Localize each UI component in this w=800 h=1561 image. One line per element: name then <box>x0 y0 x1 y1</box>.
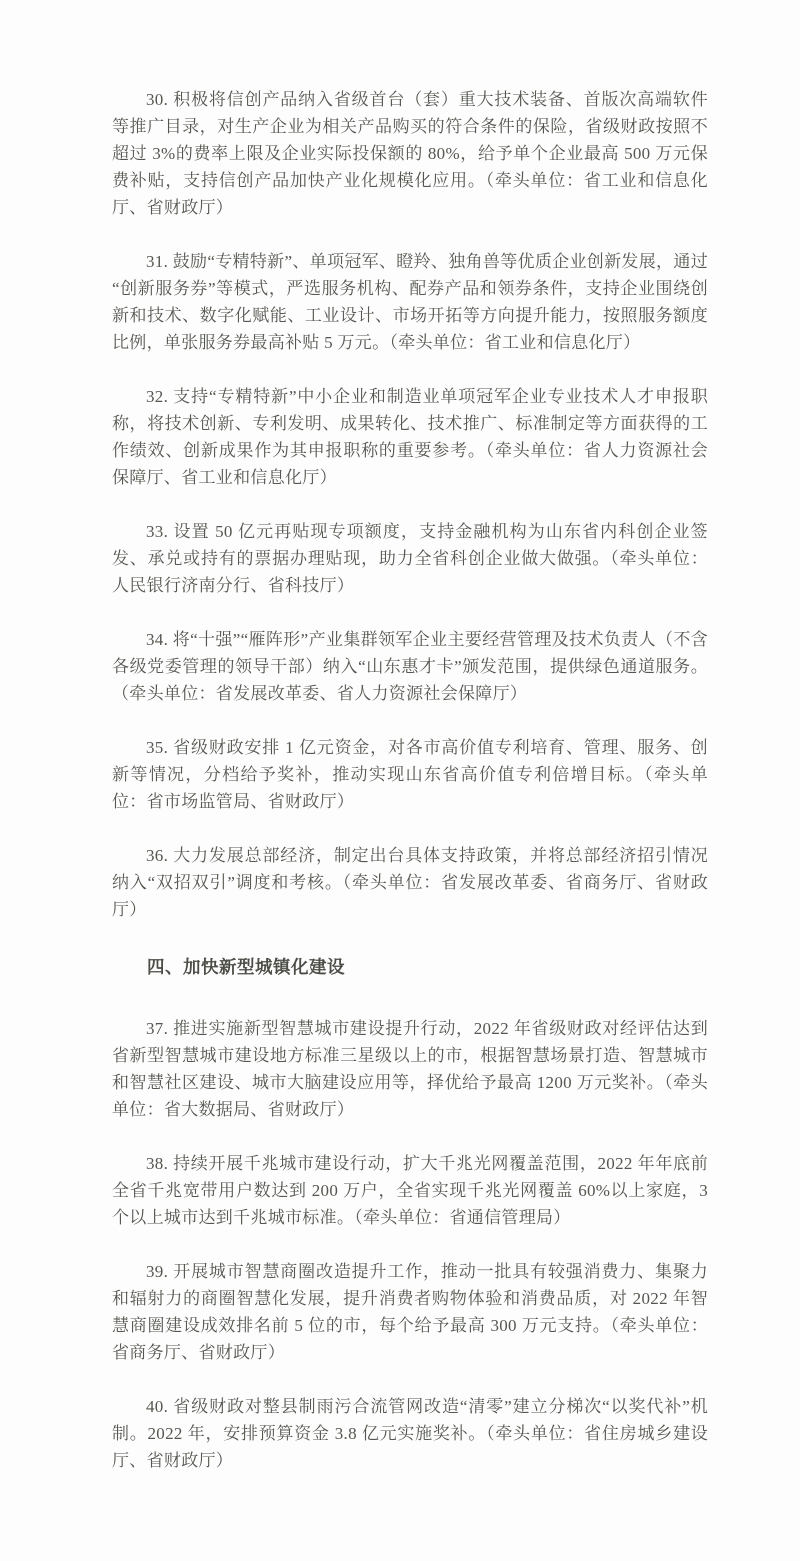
section-4-heading: 四、加快新型城镇化建设 <box>147 957 345 977</box>
paragraph-30: 30. 积极将信创产品纳入省级首台（套）重大技术装备、首版次高端软件等推广目录，对生产企业为相关产品购买的符合条件的保险，省级财政按照不超过 3%的费率上限及企业实际投保额的 80%，给予单个企业最高 500 万元保费补贴，支持信创产品加快产业化规模化应用。（牵头单位：省工业和信息化厅、省财政厅） <box>112 90 708 217</box>
document-content <box>112 86 708 1474</box>
paragraph-37: 37. 推进实施新型智慧城市建设提升行动，2022 年省级财政对经评估达到省新型智慧城市建设地方标准三星级以上的市，根据智慧场景打造、智慧城市和智慧社区建设、城市大脑建设应用等，择优给予最高 1200 万元奖补。（牵头单位：省大数据局、省财政厅） <box>112 1019 708 1119</box>
paragraph-38: 38. 持续开展千兆城市建设行动，扩大千兆光网覆盖范围，2022 年年底前全省千兆宽带用户数达到 200 万户，全省实现千兆光网覆盖 60%以上家庭，3 个以上城市达到千兆城市标准。（牵头单位：省通信管理局） <box>112 1154 708 1227</box>
paragraph-33: 33. 设置 50 亿元再贴现专项额度，支持金融机构为山东省内科创企业签发、承兑或持有的票据办理贴现，助力全省科创企业做大做强。（牵头单位：人民银行济南分行、省科技厅） <box>112 522 708 595</box>
paragraph-34: 34. 将“十强”“雁阵形”产业集群领军企业主要经营管理及技术负责人（不含各级党委管理的领导干部）纳入“山东惠才卡”颁发范围，提供绿色通道服务。（牵头单位：省发展改革委、省人力资源社会保障厅） <box>112 630 708 703</box>
paragraph-32: 32. 支持“专精特新”中小企业和制造业单项冠军企业专业技术人才申报职称，将技术创新、专利发明、成果转化、技术推广、标准制定等方面获得的工作绩效、创新成果作为其申报职称的重要参考。（牵头单位：省人力资源社会保障厅、省工业和信息化厅） <box>112 387 708 487</box>
paragraph-39: 39. 开展城市智慧商圈改造提升工作，推动一批具有较强消费力、集聚力和辐射力的商圈智慧化发展，提升消费者购物体验和消费品质，对 2022 年智慧商圈建设成效排名前 5 位的市，每个给予最高 300 万元支持。（牵头单位：省商务厅、省财政厅） <box>112 1262 708 1362</box>
paragraph-31: 31. 鼓励“专精特新”、单项冠军、瞪羚、独角兽等优质企业创新发展，通过“创新服务券”等模式，严选服务机构、配券产品和领券条件，支持企业围绕创新和技术、数字化赋能、工业设计、市场开拓等方向提升能力，按照服务额度比例，单张服务券最高补贴 5 万元。（牵头单位：省工业和信息化厅） <box>112 252 708 352</box>
paragraph-36: 36. 大力发展总部经济，制定出台具体支持政策，并将总部经济招引情况纳入“双招双引”调度和考核。（牵头单位：省发展改革委、省商务厅、省财政厅） <box>112 846 708 919</box>
paragraph-40: 40. 省级财政对整县制雨污合流管网改造“清零”建立分梯次“以奖代补”机制。2022 年，安排预算资金 3.8 亿元实施奖补。（牵头单位：省住房城乡建设厅、省财政厅） <box>112 1397 708 1470</box>
paragraph-35: 35. 省级财政安排 1 亿元资金，对各市高价值专利培育、管理、服务、创新等情况，分档给予奖补，推动实现山东省高价值专利倍增目标。（牵头单位：省市场监管局、省财政厅） <box>112 738 708 811</box>
